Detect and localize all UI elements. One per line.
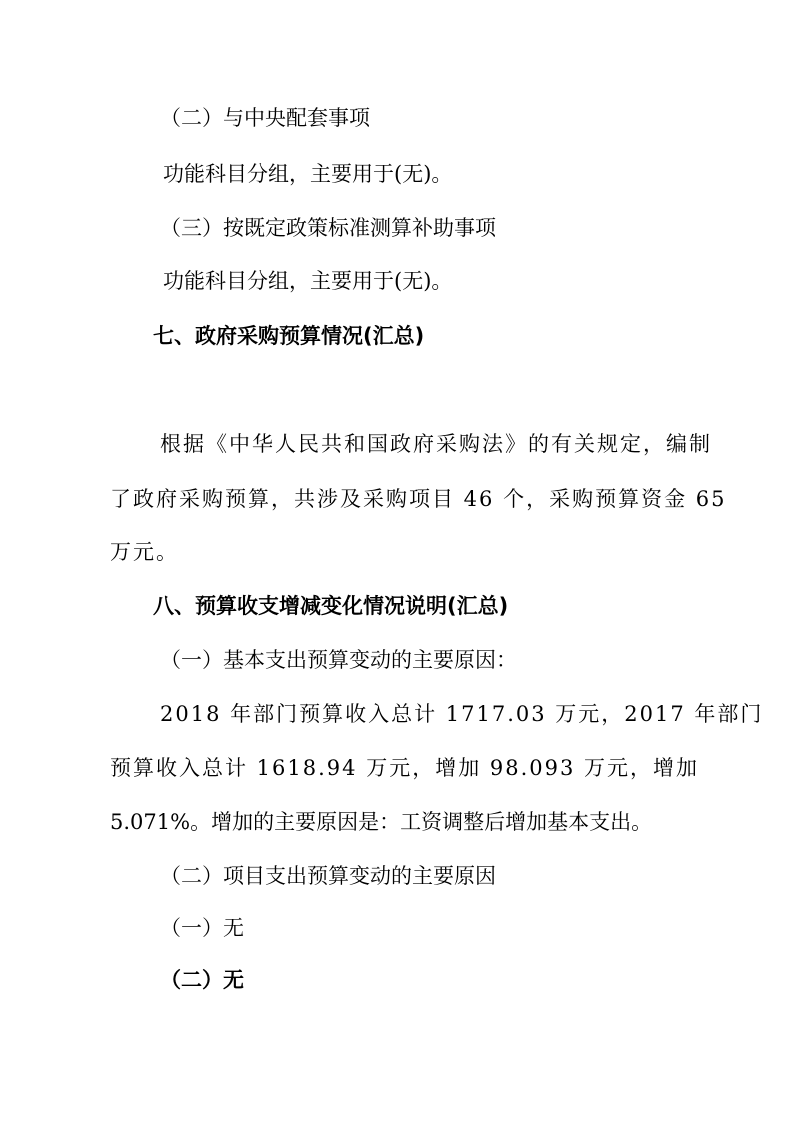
paragraph: 功能科目分组，主要用于(无)。 (163, 162, 453, 186)
paragraph-line: 万元。 (110, 540, 179, 564)
paragraph-line: 了政府采购预算，共涉及采购项目 46 个，采购预算资金 65 (110, 487, 727, 511)
paragraph-line: 根据《中华人民共和国政府采购法》的有关规定，编制 (160, 432, 712, 456)
list-item: （一）无 (160, 916, 244, 940)
subsection-heading: （一）基本支出预算变动的主要原因： (160, 648, 517, 672)
paragraph-line: 5.071%。增加的主要原因是：工资调整后增加基本支出。 (110, 810, 653, 834)
subsection-heading: （二）项目支出预算变动的主要原因 (160, 864, 496, 888)
section-title: 八、预算收支增减变化情况说明(汇总) (153, 594, 509, 618)
paragraph-line: 2018 年部门预算收入总计 1717.03 万元，2017 年部门 (160, 702, 764, 726)
paragraph-line: 预算收入总计 1618.94 万元，增加 98.093 万元，增加 (110, 756, 700, 780)
section-title: 七、政府采购预算情况(汇总) (153, 324, 425, 348)
subsection-heading: （二）与中央配套事项 (160, 106, 370, 130)
subsection-heading: （三）按既定政策标准测算补助事项 (160, 216, 496, 240)
paragraph: 功能科目分组，主要用于(无)。 (163, 269, 453, 293)
list-item: （二）无 (160, 968, 244, 992)
